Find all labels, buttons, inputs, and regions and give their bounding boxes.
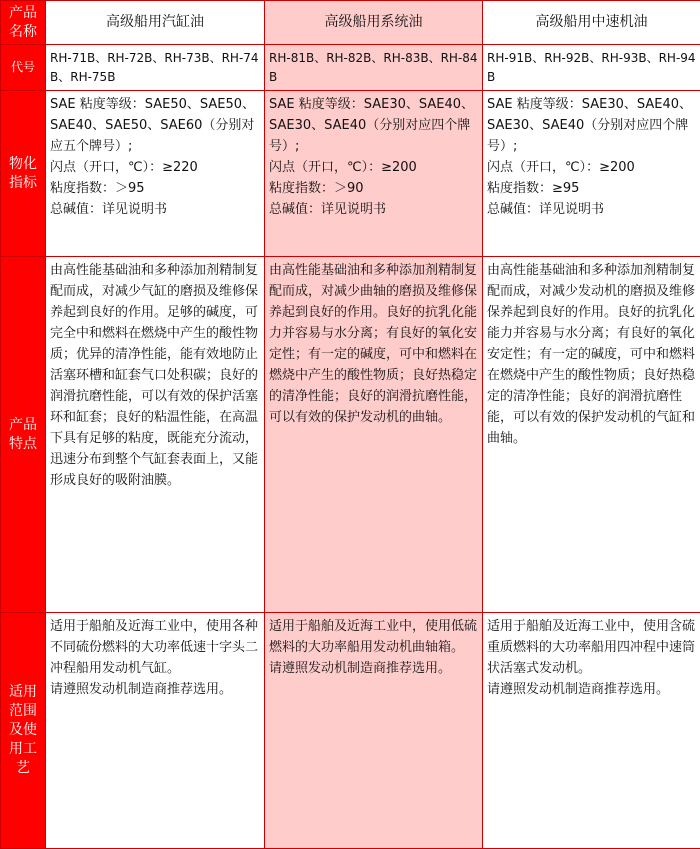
usage-advice: 请遵照发动机制造商推荐选用。: [50, 679, 260, 700]
total-base-number: 总碱值：详见说明书: [269, 199, 478, 220]
physchem-medium-speed-oil: [483, 91, 700, 257]
usage-scope: 适用于船舶及近海工业中，使用低硫燃料的大功率船用发动机曲轴箱。: [269, 616, 478, 658]
physchem-cylinder-oil: [46, 91, 265, 257]
features-medium-speed-oil: 由高性能基础油和多种添加剂精制复配而成，对减少发动机的磨损及维修保养起到良好的作用。良好的抗乳化能力并容易与水分离；有良好的氧化安定性；有一定的碱度，可中和燃料在燃烧中产生的酸性物质；良好热稳定的清净性能；良好的润滑抗磨性能，可以有效的保护发动机的气缸和曲轴。: [483, 257, 700, 613]
codes-medium-speed-oil: RH-91B、RH-92B、RH-93B、RH-94B: [483, 45, 700, 91]
viscosity-index: 粘度指数：≥95: [487, 178, 696, 199]
viscosity-grade: SAE 粘度等级：SAE50、SAE50、SAE40、SAE50、SAE60（分别对应五个牌号）;: [50, 94, 260, 157]
physchem-system-oil: [265, 91, 483, 257]
column-head-medium-speed-oil: 高级船用中速机油: [483, 1, 700, 45]
features-system-oil: 由高性能基础油和多种添加剂精制复配而成，对减少曲轴的磨损及维修保养起到良好的作用。良好的抗乳化能力并容易与水分离；有良好的氧化安定性；有一定的碱度，可中和燃料在燃烧中产生的酸性物质；良好热稳定的清净性能；良好的润滑抗磨性能，可以有效的保护发动机的曲轴。: [265, 257, 483, 613]
usage-system-oil: [265, 613, 483, 849]
usage-scope: 适用于船舶及近海工业中，使用各种不同硫份燃料的大功率低速十字头二冲程船用发动机气缸。: [50, 616, 260, 679]
header-row: [1, 1, 700, 45]
row-label-name-text: 产品 名称: [9, 5, 37, 40]
code-row: [1, 45, 700, 91]
row-label-usage-text: 适用 范围 及使 用工 艺: [9, 684, 37, 776]
codes-cylinder-oil: RH-71B、RH-72B、RH-73B、RH-74B、RH-75B: [46, 45, 265, 91]
row-label-name: [1, 1, 46, 45]
flash-point: 闪点（开口，℃）：≥200: [269, 157, 478, 178]
codes-system-oil: RH-81B、RH-82B、RH-83B、RH-84B: [265, 45, 483, 91]
physchem-row: [1, 91, 700, 257]
usage-row: [1, 613, 700, 849]
usage-advice: 请遵照发动机制造商推荐选用。: [487, 679, 696, 700]
column-head-system-oil: 高级船用系统油: [265, 1, 483, 45]
viscosity-grade: SAE 粘度等级：SAE30、SAE40、SAE30、SAE40（分别对应四个牌号）;: [269, 94, 478, 157]
features-row: [1, 257, 700, 613]
total-base-number: 总碱值：详见说明书: [50, 199, 260, 220]
flash-point: 闪点（开口，℃）：≥220: [50, 157, 260, 178]
row-label-code-text: 代号: [11, 60, 35, 74]
usage-advice: 请遵照发动机制造商推荐选用。: [269, 658, 478, 679]
viscosity-index: 粘度指数：＞95: [50, 178, 260, 199]
row-label-usage: [1, 613, 46, 849]
flash-point: 闪点（开口，℃）：≥200: [487, 157, 696, 178]
features-cylinder-oil: 由高性能基础油和多种添加剂精制复配而成，对减少气缸的磨损及维修保养起到良好的作用。足够的碱度，可完全中和燃料在燃烧中产生的酸性物质；优异的清净性能，能有效地防止活塞环槽和缸套气口处积碳；良好的润滑抗磨性能，可以有效的保护活塞环和缸套；良好的粘温性能，在高温下具有足够的粘度，既能充分流动，迅速分布到整个气缸套表面上，又能形成良好的吸附油膜。: [46, 257, 265, 613]
usage-medium-speed-oil: [483, 613, 700, 849]
row-label-features: [1, 257, 46, 613]
column-head-cylinder-oil: 高级船用汽缸油: [46, 1, 265, 45]
usage-cylinder-oil: [46, 613, 265, 849]
row-label-physchem: [1, 91, 46, 257]
viscosity-grade: SAE 粘度等级：SAE30、SAE40、SAE30、SAE40（分别对应四个牌号）;: [487, 94, 696, 157]
row-label-features-text: 产品 特点: [9, 417, 37, 452]
usage-scope: 适用于船舶及近海工业中，使用含硫重质燃料的大功率船用四冲程中速筒状活塞式发动机。: [487, 616, 696, 679]
viscosity-index: 粘度指数：＞90: [269, 178, 478, 199]
total-base-number: 总碱值：详见说明书: [487, 199, 696, 220]
row-label-physchem-text: 物化 指标: [9, 156, 37, 191]
row-label-code: [1, 45, 46, 91]
